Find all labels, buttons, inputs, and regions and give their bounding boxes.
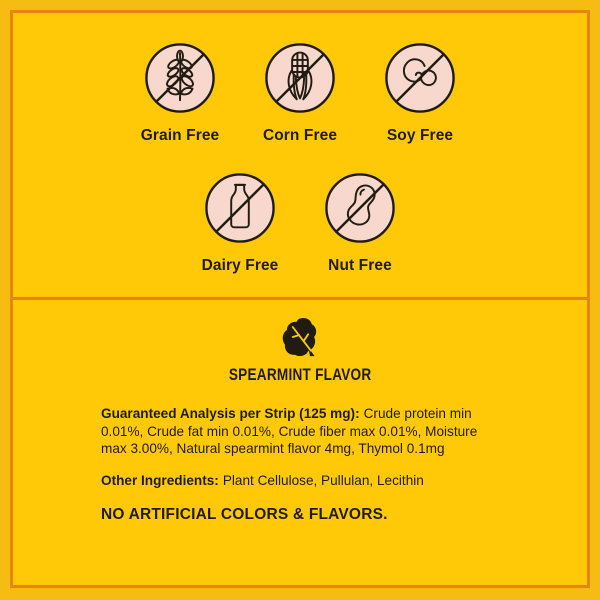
flavor-title: SPEARMINT FLAVOR — [228, 365, 372, 384]
spearmint-leaf-icon — [281, 317, 319, 357]
badge-row-1 — [13, 41, 587, 145]
badge-grain-free — [125, 41, 235, 145]
nut-icon — [323, 171, 397, 245]
no-artificial-claim: NO ARTIFICIAL COLORS & FLAVORS. — [101, 506, 388, 523]
soy-icon — [383, 41, 457, 115]
badge-nut-free — [305, 171, 415, 275]
badge-row-2 — [13, 171, 587, 275]
guaranteed-analysis-label: Guaranteed Analysis per Strip (125 mg): — [101, 406, 360, 421]
guaranteed-analysis-text: Crude protein min 0.01%, Crude fat min 0.01%, Crude fiber max 0.01%, Moisture max 3.00%, Natural spearmint flavor 4mg, Thymol 0.1mg — [101, 406, 478, 456]
badge-label-grain-free: Grain Free — [140, 127, 220, 144]
other-ingredients-label: Other Ingredients: — [101, 472, 219, 488]
badge-label-soy-free: Soy Free — [386, 127, 454, 144]
badge-label-corn-free: Corn Free — [262, 127, 338, 144]
badge-label-dairy-free: Dairy Free — [201, 257, 279, 274]
dairy-icon — [203, 171, 277, 245]
other-ingredients-text: Plant Cellulose, Pullulan, Lecithin — [222, 472, 424, 488]
badge-label-nut-free: Nut Free — [328, 257, 392, 274]
free-from-panel — [10, 10, 590, 300]
badge-dairy-free — [185, 171, 295, 275]
badge-corn-free — [245, 41, 355, 145]
corn-icon — [263, 41, 337, 115]
flavor-info-panel — [10, 297, 590, 588]
flavor-header — [13, 300, 587, 385]
guaranteed-analysis — [101, 405, 503, 458]
grain-icon — [143, 41, 217, 115]
badge-soy-free — [365, 41, 475, 145]
other-ingredients — [101, 472, 503, 490]
